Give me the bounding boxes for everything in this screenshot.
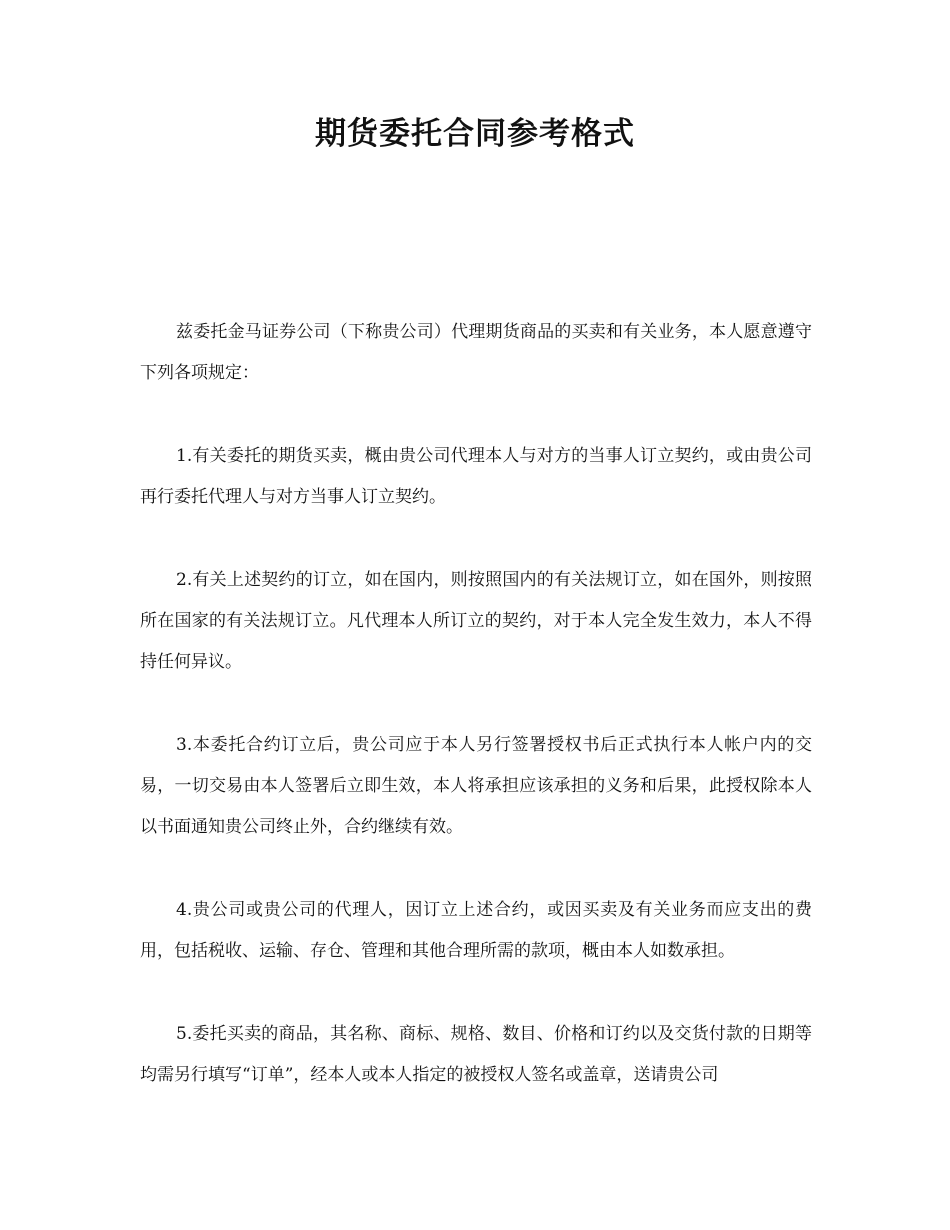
document-title: 期货委托合同参考格式: [315, 116, 635, 152]
clause-1-paragraph: 1.有关委托的期货买卖，概由贵公司代理本人与对方的当事人订立契约，或由贵公司再行委托代理人与对方当事人订立契约。: [140, 446, 812, 507]
clause-4-paragraph: 4.贵公司或贵公司的代理人，因订立上述合约，或因买卖及有关业务而应支出的费用，包括税收、运输、存仓、管理和其他合理所需的款项，概由本人如数承担。: [140, 900, 812, 961]
clause-5-paragraph: 5.委托买卖的商品，其名称、商标、规格、数目、价格和订约以及交货付款的日期等均需另行填写“订单”，经本人或本人指定的被授权人签名或盖章，送请贵公司: [140, 1024, 812, 1085]
intro-paragraph: 兹委托金马证券公司（下称贵公司）代理期货商品的买卖和有关业务，本人愿意遵守下列各项规定：: [140, 322, 812, 383]
clause-2-paragraph: 2.有关上述契约的订立，如在国内，则按照国内的有关法规订立，如在国外，则按照所在国家的有关法规订立。凡代理本人所订立的契约，对于本人完全发生效力，本人不得持任何异议。: [140, 570, 812, 672]
document-body: [140, 312, 812, 1138]
clause-3-paragraph: 3.本委托合约订立后，贵公司应于本人另行签署授权书后正式执行本人帐户内的交易，一切交易由本人签署后立即生效，本人将承担应该承担的义务和后果，此授权除本人以书面通知贵公司终止外，合约继续有效。: [140, 735, 812, 837]
